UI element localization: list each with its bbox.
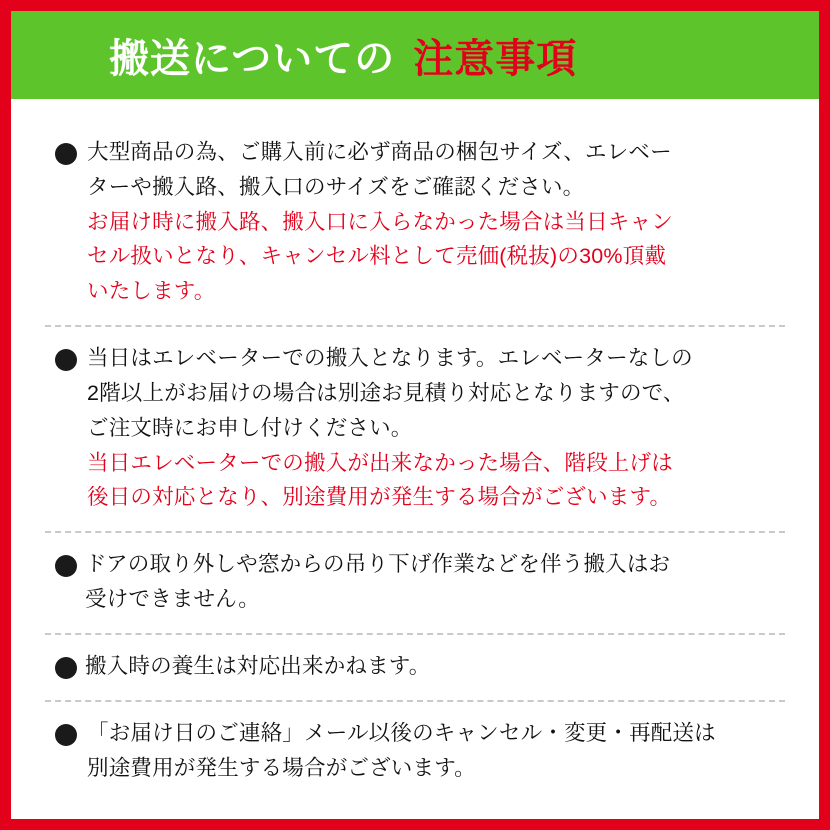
- bullet-icon: [55, 555, 77, 577]
- list-item-text: [87, 341, 785, 515]
- list-item-text: [87, 716, 785, 786]
- notice-list: [11, 99, 819, 801]
- list-item-line: ご注文時にお申し付けください。: [87, 415, 413, 440]
- list-item: [45, 633, 785, 700]
- list-item: [45, 531, 785, 633]
- bullet-icon: [55, 143, 77, 165]
- list-item-line: 大型商品の為、ご購入前に必ず商品の梱包サイズ、エレベー: [87, 140, 672, 164]
- list-item-line: 別途費用が発生する場合がございます。: [87, 755, 476, 780]
- list-item-line: 当日はエレベーターでの搬入となります。エレベーターなしの: [87, 346, 693, 371]
- page-title-main: 搬送についての: [109, 36, 396, 81]
- list-item-line-emphasis: お届け時に搬入路、搬入口に入らなかった場合は当日キャン: [87, 209, 673, 234]
- notice-header-banner: [11, 11, 819, 99]
- list-item-line-emphasis: セル扱いとなり、キャンセル料として売価(税抜)の30%頂戴: [87, 244, 667, 269]
- list-item-line: 搬入時の養生は対応出来かねます。: [85, 653, 431, 678]
- list-item-line: 受けできません。: [85, 587, 260, 612]
- page-title: [109, 27, 577, 84]
- list-item: [45, 121, 785, 325]
- list-item-line-emphasis: 当日エレベーターでの搬入が出来なかった場合、階段上げは: [87, 450, 673, 475]
- notice-card-inner: [11, 11, 819, 819]
- list-item: [45, 700, 785, 802]
- list-item-line: ターや搬入路、搬入口のサイズをご確認ください。: [87, 174, 585, 199]
- list-item-text: [87, 135, 785, 309]
- bullet-icon: [55, 657, 77, 679]
- list-item-line-emphasis: 後日の対応となり、別途費用が発生する場合がございます。: [87, 485, 672, 510]
- list-item-line: ドアの取り外しや窓からの吊り下げ作業などを伴う搬入はお: [85, 552, 671, 577]
- list-item-text: [87, 649, 785, 684]
- list-item-text: [87, 547, 785, 617]
- bullet-icon: [55, 724, 77, 746]
- bullet-icon: [55, 349, 77, 371]
- list-item: [45, 325, 785, 531]
- page-title-accent: 注意事項: [413, 36, 578, 81]
- list-item-line-emphasis: いたします。: [87, 279, 216, 304]
- list-item-line: 「お届け日のご連絡」メール以後のキャンセル・変更・再配送は: [87, 720, 716, 745]
- list-item-line: 2階以上がお届けの場合は別途お見積り対応となりますので、: [87, 380, 685, 405]
